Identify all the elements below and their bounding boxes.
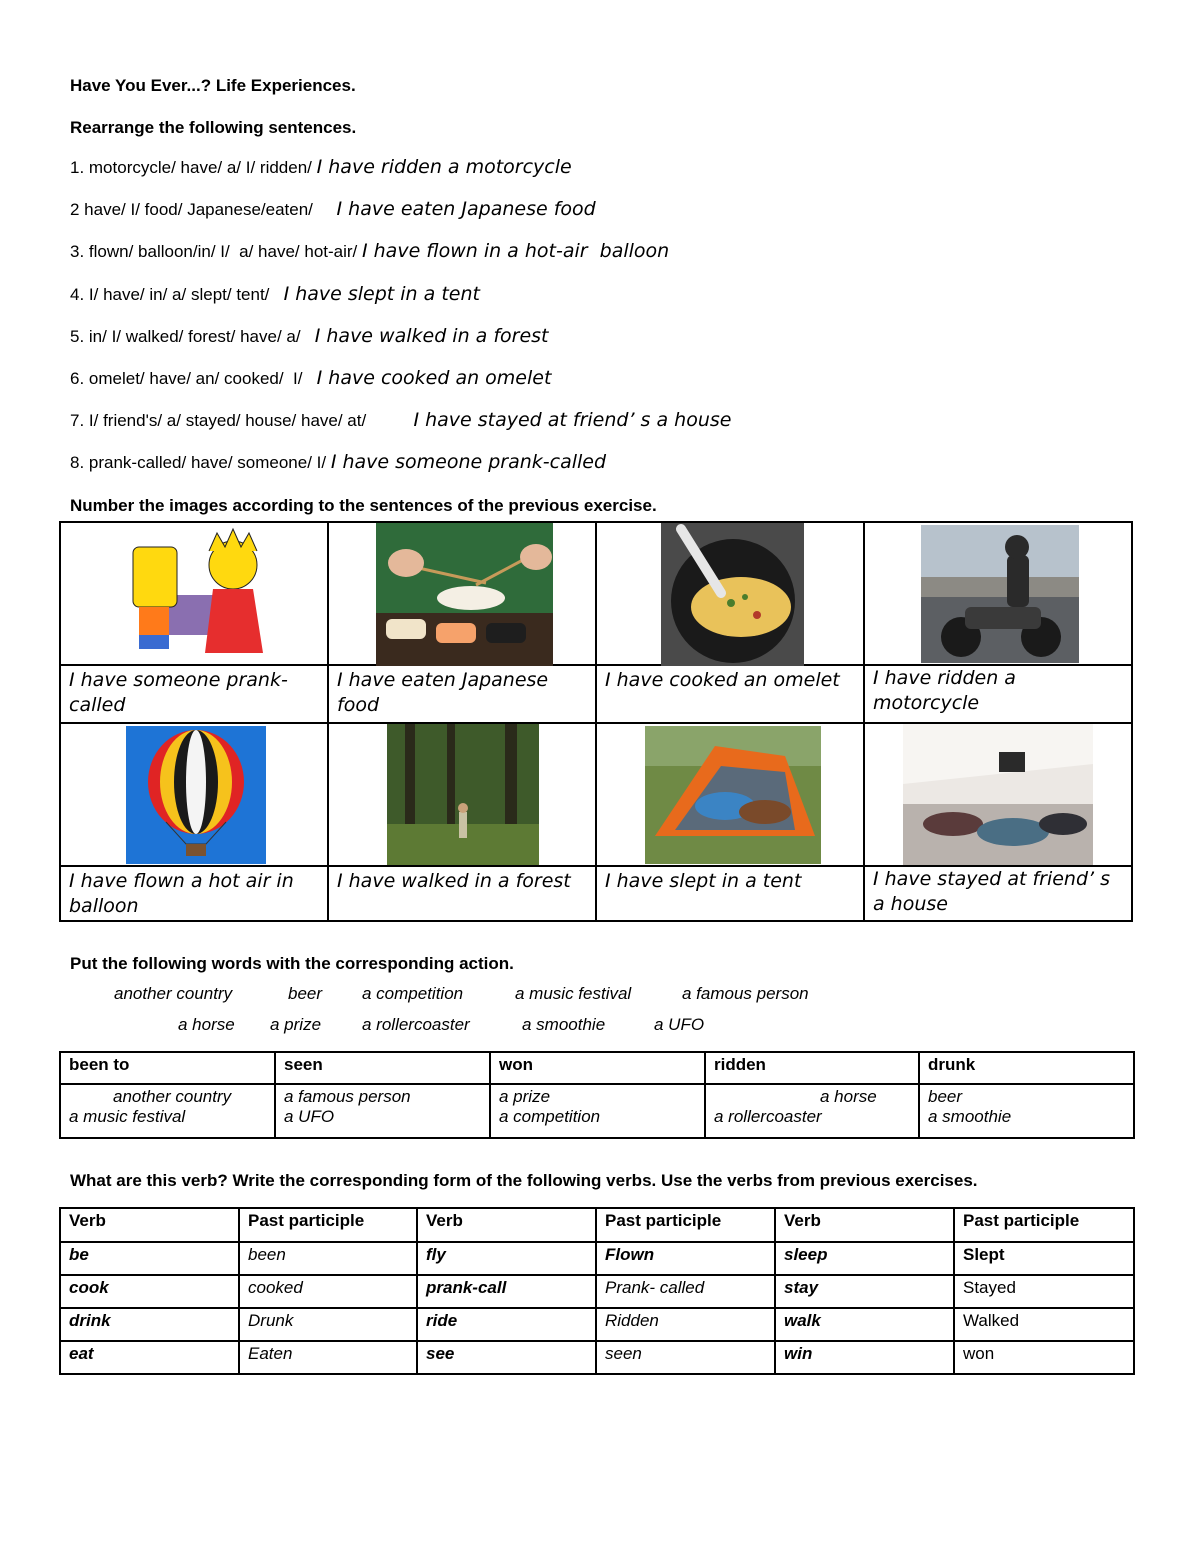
image-matching-table (59, 521, 1133, 922)
sentence-5: 5. in/ I/ walked/ forest/ have/ a/ I have walked in a forest (70, 325, 549, 347)
image-cell (329, 724, 597, 867)
caption-cell: I have slept in a tent (597, 867, 865, 922)
word-bank-item: a smoothie (522, 1015, 606, 1034)
caption-cell: I have flown a hot air in balloon (61, 867, 329, 922)
image-cell (597, 523, 865, 666)
hot-air-balloon-image (126, 726, 266, 864)
verb-cell: fly (417, 1242, 596, 1275)
verb-cell: be (60, 1242, 239, 1275)
caption-cell: I have walked in a forest (329, 867, 597, 922)
answer-1: I have ridden a motorcycle (316, 156, 572, 178)
sushi-chopsticks-image (376, 523, 553, 666)
exercise3-heading: Put the following words with the corresponding action. (70, 954, 514, 973)
table-row (60, 1308, 1134, 1341)
sentence-4: 4. I/ have/ in/ a/ slept/ tent/ I have slept in a tent (70, 283, 480, 305)
participle-cell: Flown (596, 1242, 775, 1275)
image-cell (61, 724, 329, 867)
answer-7: I have stayed at friend’ s a house (413, 409, 732, 431)
sentence-3: 3. flown/ balloon/in/ I/ a/ have/ hot-air/ I have flown in a hot-air balloon (70, 240, 670, 262)
sentence-8: 8. prank-called/ have/ someone/ I/ I have someone prank-called (70, 451, 607, 473)
action-table (59, 1051, 1135, 1139)
table-cell: a horse a rollercoaster (705, 1084, 919, 1138)
verb-cell: cook (60, 1275, 239, 1308)
table-row (60, 1242, 1134, 1275)
participle-cell: Slept (954, 1242, 1134, 1275)
participle-cell: Walked (954, 1308, 1134, 1341)
caption-cell: I have ridden a motorcycle (865, 666, 1133, 724)
table-cell: beer a smoothie (919, 1084, 1134, 1138)
tent-sleeping-image (645, 726, 821, 864)
image-cell (329, 523, 597, 666)
column-header: Past participle (954, 1208, 1134, 1242)
verb-cell: sleep (775, 1242, 954, 1275)
participle-cell: Eaten (239, 1341, 417, 1374)
table-cell: a prize a competition (490, 1084, 705, 1138)
answer-2: I have eaten Japanese food (336, 198, 596, 220)
word-bank-item: a competition (362, 984, 464, 1003)
column-header: Past participle (596, 1208, 775, 1242)
participle-cell: cooked (239, 1275, 417, 1308)
word-bank-item: a famous person (682, 984, 809, 1003)
verb-cell: ride (417, 1308, 596, 1341)
column-header: ridden (705, 1052, 919, 1084)
column-header: won (490, 1052, 705, 1084)
sentence-1: 1. motorcycle/ have/ a/ I/ ridden/ I have ridden a motorcycle (70, 156, 572, 178)
image-cell (865, 523, 1133, 666)
worksheet-title: Have You Ever...? Life Experiences. (70, 76, 356, 95)
table-row (60, 1341, 1134, 1374)
column-header: drunk (919, 1052, 1134, 1084)
table-row (60, 1275, 1134, 1308)
answer-8: I have someone prank-called (330, 451, 607, 473)
caption-cell: I have someone prank-called (61, 666, 329, 724)
word-bank-item: a horse (178, 1015, 235, 1034)
column-header: Verb (775, 1208, 954, 1242)
omelet-pan-image (661, 523, 804, 666)
participle-cell: won (954, 1341, 1134, 1374)
column-header: been to (60, 1052, 275, 1084)
table-cell: a famous person a UFO (275, 1084, 490, 1138)
word-bank-item: a rollercoaster (362, 1015, 470, 1034)
sentence-7: 7. I/ friend's/ a/ stayed/ house/ have/ at/ I have stayed at friend’ s a house (70, 409, 732, 431)
caption-cell: I have stayed at friend’ s a house (873, 868, 1111, 915)
image-cell (597, 724, 865, 867)
motorcycle-rider-image (921, 525, 1079, 663)
sentence-2: 2 have/ I/ food/ Japanese/eaten/ I have eaten Japanese food (70, 198, 596, 220)
caption-cell: I have eaten Japanese food (329, 666, 597, 724)
column-header: Verb (417, 1208, 596, 1242)
participle-cell: seen (596, 1341, 775, 1374)
simpsons-prank-call-image (113, 525, 273, 663)
verb-cell: win (775, 1341, 954, 1374)
verb-cell: drink (60, 1308, 239, 1341)
sleepover-house-image (903, 724, 1093, 865)
image-cell (865, 724, 1133, 867)
table-cell: another country a music festival (60, 1084, 275, 1138)
participle-cell: Stayed (954, 1275, 1134, 1308)
forest-walk-image (387, 724, 539, 865)
participle-cell: Drunk (239, 1308, 417, 1341)
word-bank-item: a music festival (515, 984, 632, 1003)
exercise2-heading: Number the images according to the sentences of the previous exercise. (70, 496, 657, 515)
verb-cell: prank-call (417, 1275, 596, 1308)
participle-cell: Ridden (596, 1308, 775, 1341)
word-bank-item: another country (114, 984, 233, 1003)
image-cell (61, 523, 329, 666)
exercise1-heading: Rearrange the following sentences. (70, 118, 357, 137)
participle-cell: been (239, 1242, 417, 1275)
answer-5: I have walked in a forest (314, 325, 549, 347)
verb-cell: eat (60, 1341, 239, 1374)
verb-cell: walk (775, 1308, 954, 1341)
caption-cell: I have cooked an omelet (597, 666, 865, 724)
verb-cell: see (417, 1341, 596, 1374)
answer-3: I have flown in a hot-air balloon (362, 240, 670, 262)
verb-cell: stay (775, 1275, 954, 1308)
column-header: Verb (60, 1208, 239, 1242)
sentence-6: 6. omelet/ have/ an/ cooked/ I/ I have cooked an omelet (70, 367, 552, 389)
column-header: seen (275, 1052, 490, 1084)
word-bank-item: a UFO (654, 1015, 705, 1034)
column-header: Past participle (239, 1208, 417, 1242)
verb-table (59, 1207, 1135, 1375)
answer-6: I have cooked an omelet (316, 367, 552, 389)
participle-cell: Prank- called (596, 1275, 775, 1308)
answer-4: I have slept in a tent (283, 283, 480, 305)
word-bank-item: beer (288, 984, 323, 1003)
word-bank-item: a prize (270, 1015, 322, 1034)
exercise4-heading: What are this verb? Write the corresponding form of the following verbs. Use the verbs from previous exercises. (70, 1171, 978, 1190)
